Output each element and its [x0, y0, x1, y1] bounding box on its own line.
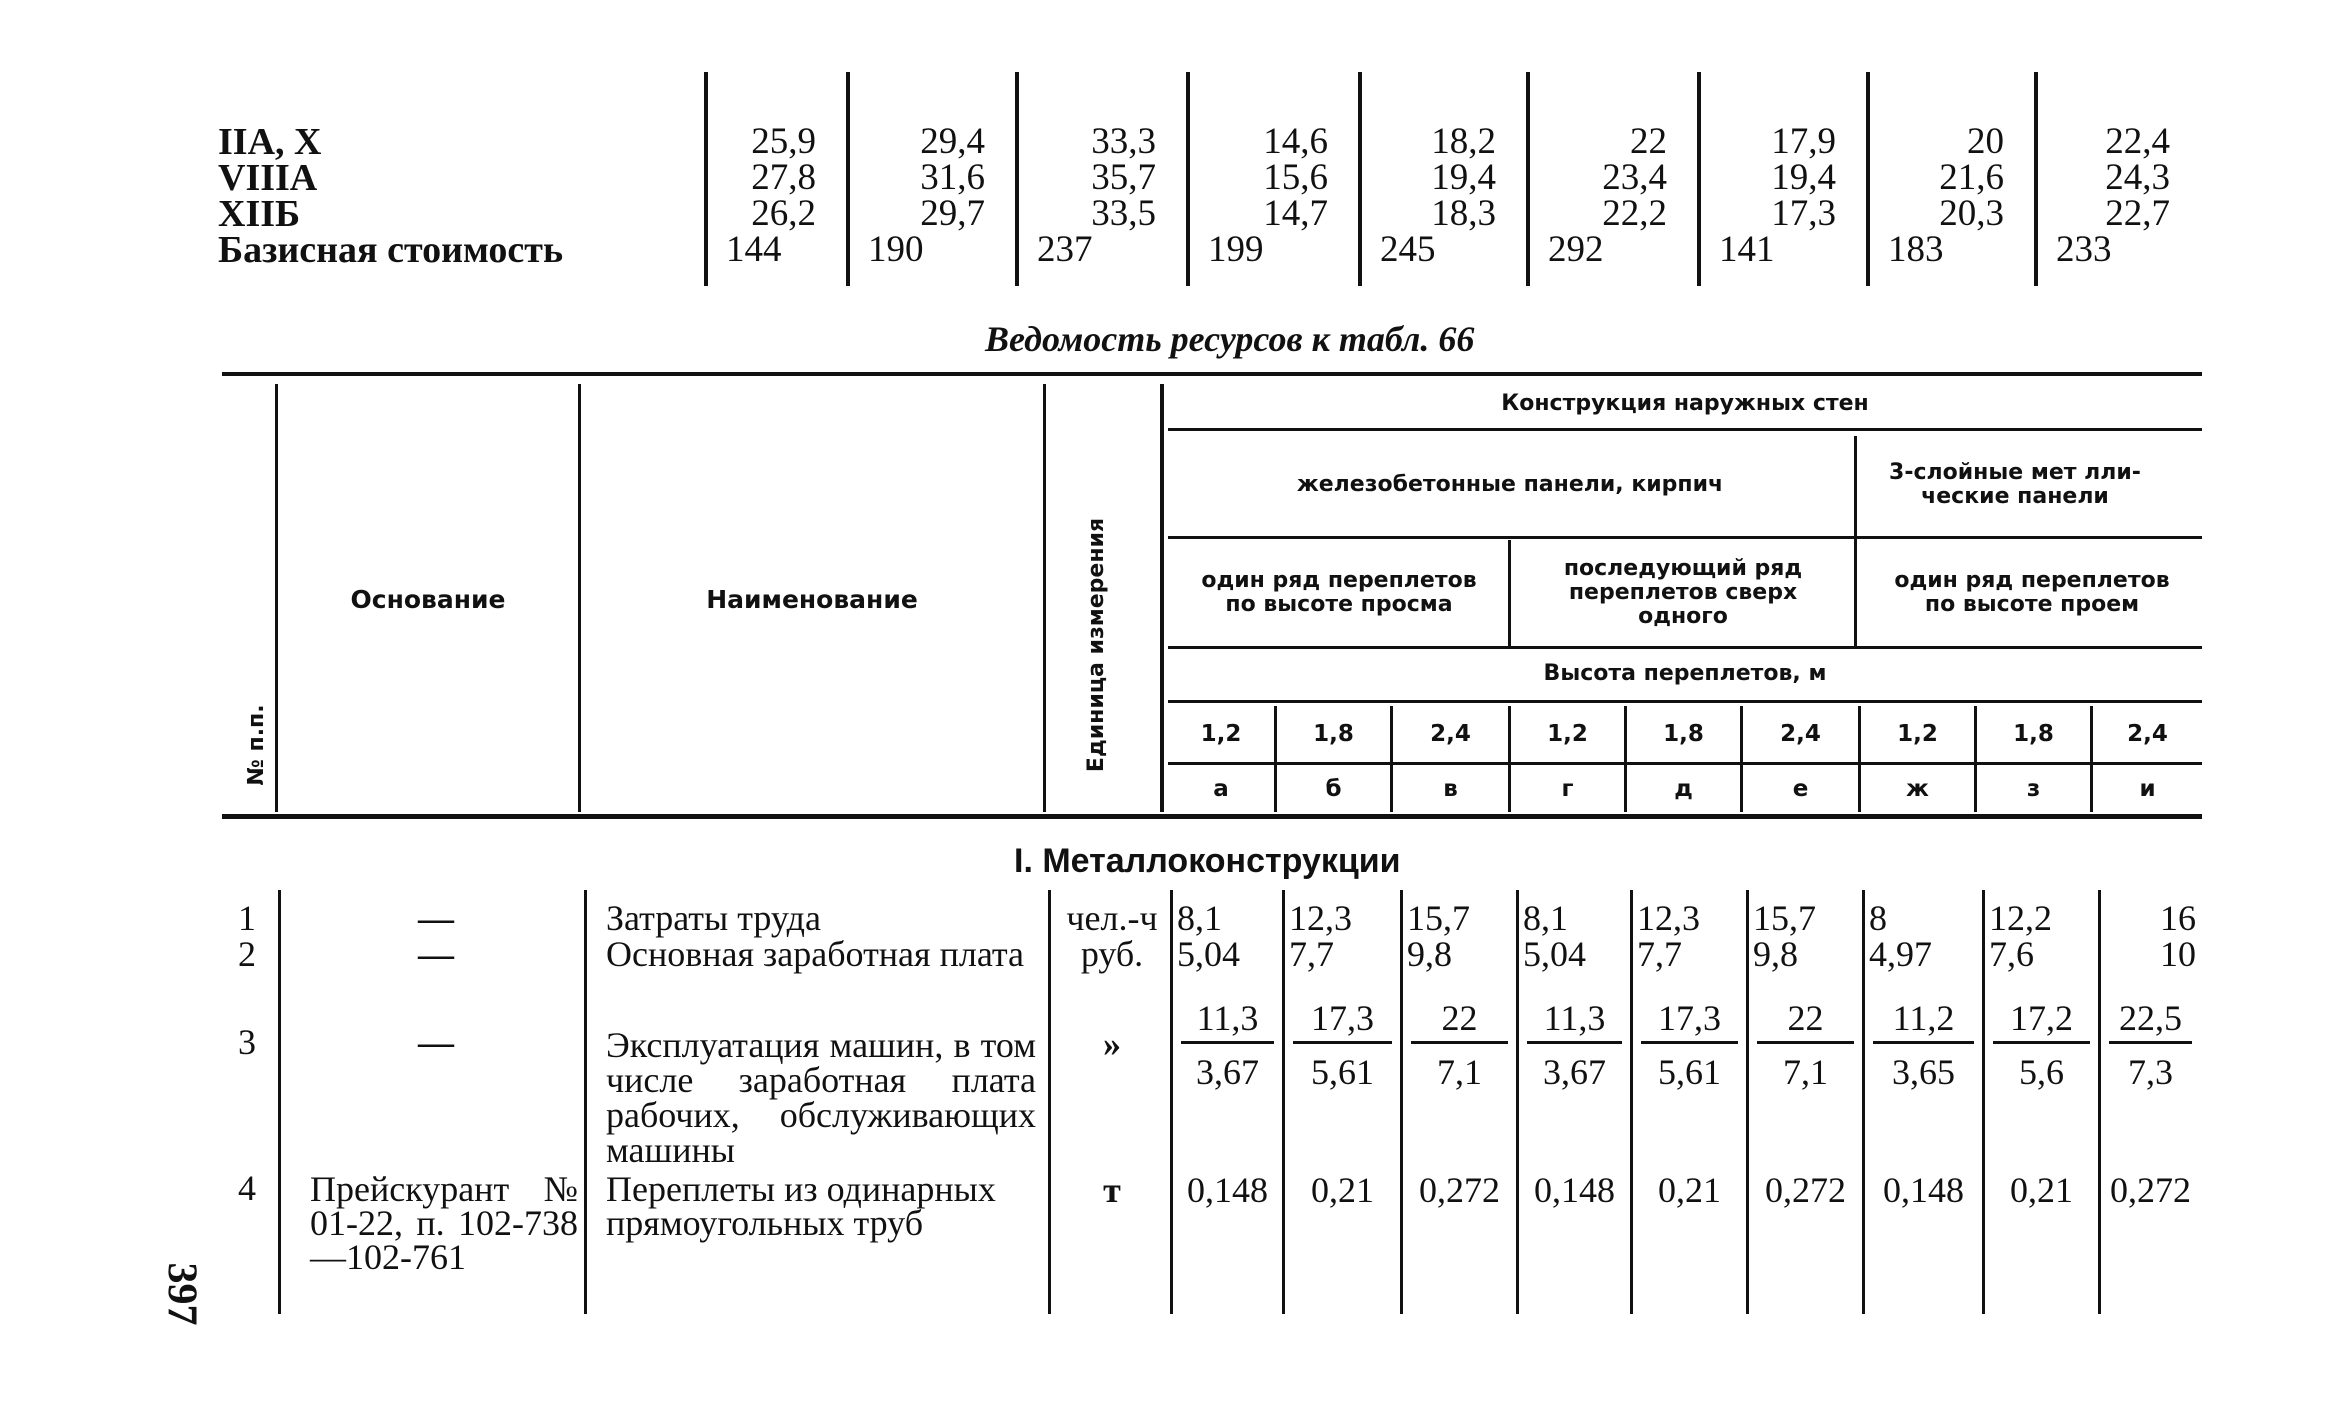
height-value: 2,4 — [1780, 721, 1821, 747]
row-name: Переплеты из одинарных прямоугольных труб — [606, 1169, 996, 1243]
fraction-line — [1181, 1041, 1274, 1044]
fraction-numerator: 22,5 — [2119, 998, 2182, 1038]
column-letter: б — [1325, 776, 1342, 802]
row-num: 1 — [238, 898, 256, 938]
height-value: 2,4 — [2127, 721, 2168, 747]
fraction-denominator: 3,67 — [1543, 1052, 1606, 1092]
row-value: 0,272 — [1765, 1170, 1846, 1210]
col-unit-header: Единица измерения — [1084, 517, 1109, 773]
column-letter: ж — [1906, 776, 1929, 802]
top-row-label: VIIIA — [218, 157, 318, 199]
height-value: 1,8 — [1313, 721, 1354, 747]
row-value: 12,2 — [1989, 898, 2052, 938]
top-cell: 18,2 — [1431, 121, 1496, 162]
row-value: 0,148 — [1187, 1170, 1268, 1210]
fraction-line — [1993, 1041, 2090, 1044]
row-unit: » — [1103, 1024, 1121, 1064]
top-cell: 22,2 — [1602, 193, 1667, 234]
row-value: 15,7 — [1407, 898, 1470, 938]
row-value: 7,7 — [1637, 934, 1682, 974]
column-letter: и — [2139, 776, 2156, 802]
row-basis: — — [418, 898, 454, 938]
top-cell: 190 — [868, 229, 924, 270]
top-cell: 20,3 — [1939, 193, 2004, 234]
top-cell: 14,7 — [1263, 193, 1328, 234]
fraction-numerator: 17,2 — [2010, 998, 2073, 1038]
height-header: Высота переплетов, м — [1543, 661, 1827, 686]
group2-header: 3-слойные мет лли-ческие панели — [1889, 460, 2141, 509]
top-cell: 29,7 — [920, 193, 985, 234]
top-cell: 183 — [1888, 229, 1944, 270]
sub1-header: один ряд переплетов по высоте просма — [1201, 568, 1477, 617]
row-value: 5,04 — [1523, 934, 1586, 974]
row-unit: чел.-ч — [1066, 898, 1158, 938]
fraction-denominator: 5,6 — [2019, 1052, 2064, 1092]
top-cell: 24,3 — [2105, 157, 2170, 198]
top-cell: 292 — [1548, 229, 1604, 270]
top-cell: 144 — [726, 229, 782, 270]
top-cell: 19,4 — [1771, 157, 1836, 198]
top-cell: 25,9 — [751, 121, 816, 162]
top-cell: 18,3 — [1431, 193, 1496, 234]
fraction-denominator: 7,1 — [1783, 1052, 1828, 1092]
top-cell: 245 — [1380, 229, 1436, 270]
height-value: 2,4 — [1430, 721, 1471, 747]
row-num: 2 — [238, 934, 256, 974]
height-value: 1,2 — [1200, 721, 1242, 747]
top-cell: 35,7 — [1091, 157, 1156, 198]
row-value: 12,3 — [1637, 898, 1700, 938]
row-value: 0,148 — [1534, 1170, 1615, 1210]
fraction-line — [1641, 1041, 1738, 1044]
top-cell: 237 — [1037, 229, 1093, 270]
top-cell: 26,2 — [751, 193, 816, 234]
row-value: 16 — [2160, 898, 2196, 938]
top-cell: 21,6 — [1939, 157, 2004, 198]
top-cell: 15,6 — [1263, 157, 1328, 198]
top-cell: 14,6 — [1263, 121, 1328, 162]
column-letter: а — [1213, 776, 1229, 802]
construction-header: Конструкция наружных стен — [1501, 391, 1869, 416]
row-basis: — — [418, 1022, 454, 1062]
row-value: 9,8 — [1407, 934, 1452, 974]
row-value: 0,272 — [2110, 1170, 2191, 1210]
top-cell: 233 — [2056, 229, 2112, 270]
table-title: Ведомость ресурсов к табл. 66 — [985, 319, 1475, 359]
row-name: Затраты труда — [606, 898, 821, 938]
fraction-numerator: 22 — [1441, 998, 1478, 1038]
row-value: 8 — [1869, 898, 1887, 938]
top-row-label: Базисная стоимость — [218, 229, 564, 271]
fraction-numerator: 11,3 — [1543, 998, 1606, 1038]
section-title: I. Металлоконструкции — [1014, 842, 1401, 880]
sub2-header: последующий ряд переплетов сверх одного — [1563, 556, 1803, 629]
row-basis: — — [418, 934, 454, 974]
row-value: 7,7 — [1289, 934, 1334, 974]
row-value: 0,21 — [1658, 1170, 1721, 1210]
column-letter: г — [1561, 776, 1574, 802]
row-value: 8,1 — [1177, 898, 1222, 938]
top-cell: 20 — [1967, 121, 2004, 162]
row-value: 5,04 — [1177, 934, 1240, 974]
row-value: 15,7 — [1753, 898, 1816, 938]
height-value: 1,2 — [1547, 721, 1588, 747]
fraction-numerator: 11,3 — [1196, 998, 1259, 1038]
fraction-numerator: 17,3 — [1658, 998, 1721, 1038]
row-num: 4 — [238, 1168, 256, 1208]
row-basis: Прейскурант № 01-22, п. 102-738—102-761 — [310, 1169, 578, 1277]
fraction-line — [1527, 1041, 1622, 1044]
col-basis-header: Основание — [350, 585, 506, 614]
top-row-label: XIIБ — [218, 193, 301, 235]
fraction-line — [1293, 1041, 1392, 1044]
col-name-header: Наименование — [706, 585, 918, 614]
fraction-numerator: 22 — [1787, 998, 1824, 1038]
row-value: 8,1 — [1523, 898, 1568, 938]
fraction-denominator: 7,3 — [2128, 1052, 2173, 1092]
column-letter: з — [2026, 776, 2041, 802]
top-cell: 19,4 — [1431, 157, 1496, 198]
column-letter: е — [1792, 776, 1809, 802]
top-cell: 17,3 — [1771, 193, 1836, 234]
fraction-denominator: 3,65 — [1892, 1052, 1955, 1092]
column-letter: д — [1674, 776, 1693, 802]
fraction-numerator: 11,2 — [1892, 998, 1955, 1038]
top-cell: 141 — [1719, 229, 1775, 270]
row-name: Основная заработная плата — [606, 934, 1025, 974]
height-value: 1,8 — [2013, 721, 2054, 747]
row-value: 4,97 — [1869, 934, 1932, 974]
top-cell: 23,4 — [1602, 157, 1667, 198]
height-value: 1,2 — [1897, 721, 1938, 747]
row-value: 7,6 — [1989, 934, 2034, 974]
fraction-denominator: 5,61 — [1658, 1052, 1721, 1092]
top-cell: 33,5 — [1091, 193, 1156, 234]
top-cell: 17,9 — [1771, 121, 1836, 162]
top-cell: 22,4 — [2105, 121, 2170, 162]
row-value: 0,148 — [1883, 1170, 1964, 1210]
top-cell: 22,7 — [2105, 193, 2170, 234]
row-value: 0,21 — [2010, 1170, 2073, 1210]
fraction-line — [1411, 1041, 1508, 1044]
row-value: 12,3 — [1289, 898, 1352, 938]
top-cell: 199 — [1208, 229, 1264, 270]
top-cell: 33,3 — [1091, 121, 1156, 162]
fraction-denominator: 3,67 — [1196, 1052, 1259, 1092]
row-value: 0,272 — [1419, 1170, 1500, 1210]
height-value: 1,8 — [1663, 721, 1704, 747]
top-cell: 31,6 — [920, 157, 985, 198]
row-value: 9,8 — [1753, 934, 1798, 974]
row-name: Эксплуатация машин, в том числе заработная плата рабочих, обслуживающих машины — [606, 1025, 1036, 1170]
page-number: 397 — [158, 1262, 205, 1326]
fraction-line — [2109, 1041, 2192, 1044]
row-value: 10 — [2160, 934, 2196, 974]
fraction-line — [1757, 1041, 1854, 1044]
top-cell: 29,4 — [920, 121, 985, 162]
fraction-denominator: 7,1 — [1437, 1052, 1482, 1092]
fraction-numerator: 17,3 — [1311, 998, 1374, 1038]
sub3-header: один ряд переплетов по высоте проем — [1894, 568, 2170, 617]
top-cell: 27,8 — [751, 157, 816, 198]
top-cell: 22 — [1630, 121, 1667, 162]
row-unit: руб. — [1080, 934, 1144, 974]
column-letter: в — [1443, 776, 1458, 802]
group1-header: железобетонные панели, кирпич — [1296, 472, 1724, 497]
row-num: 3 — [238, 1022, 256, 1062]
col-num-header: № п.п. — [244, 704, 269, 786]
row-unit: т — [1103, 1170, 1121, 1210]
fraction-denominator: 5,61 — [1311, 1052, 1374, 1092]
top-row-label: IIA, X — [218, 121, 322, 163]
fraction-line — [1873, 1041, 1974, 1044]
row-value: 0,21 — [1311, 1170, 1374, 1210]
